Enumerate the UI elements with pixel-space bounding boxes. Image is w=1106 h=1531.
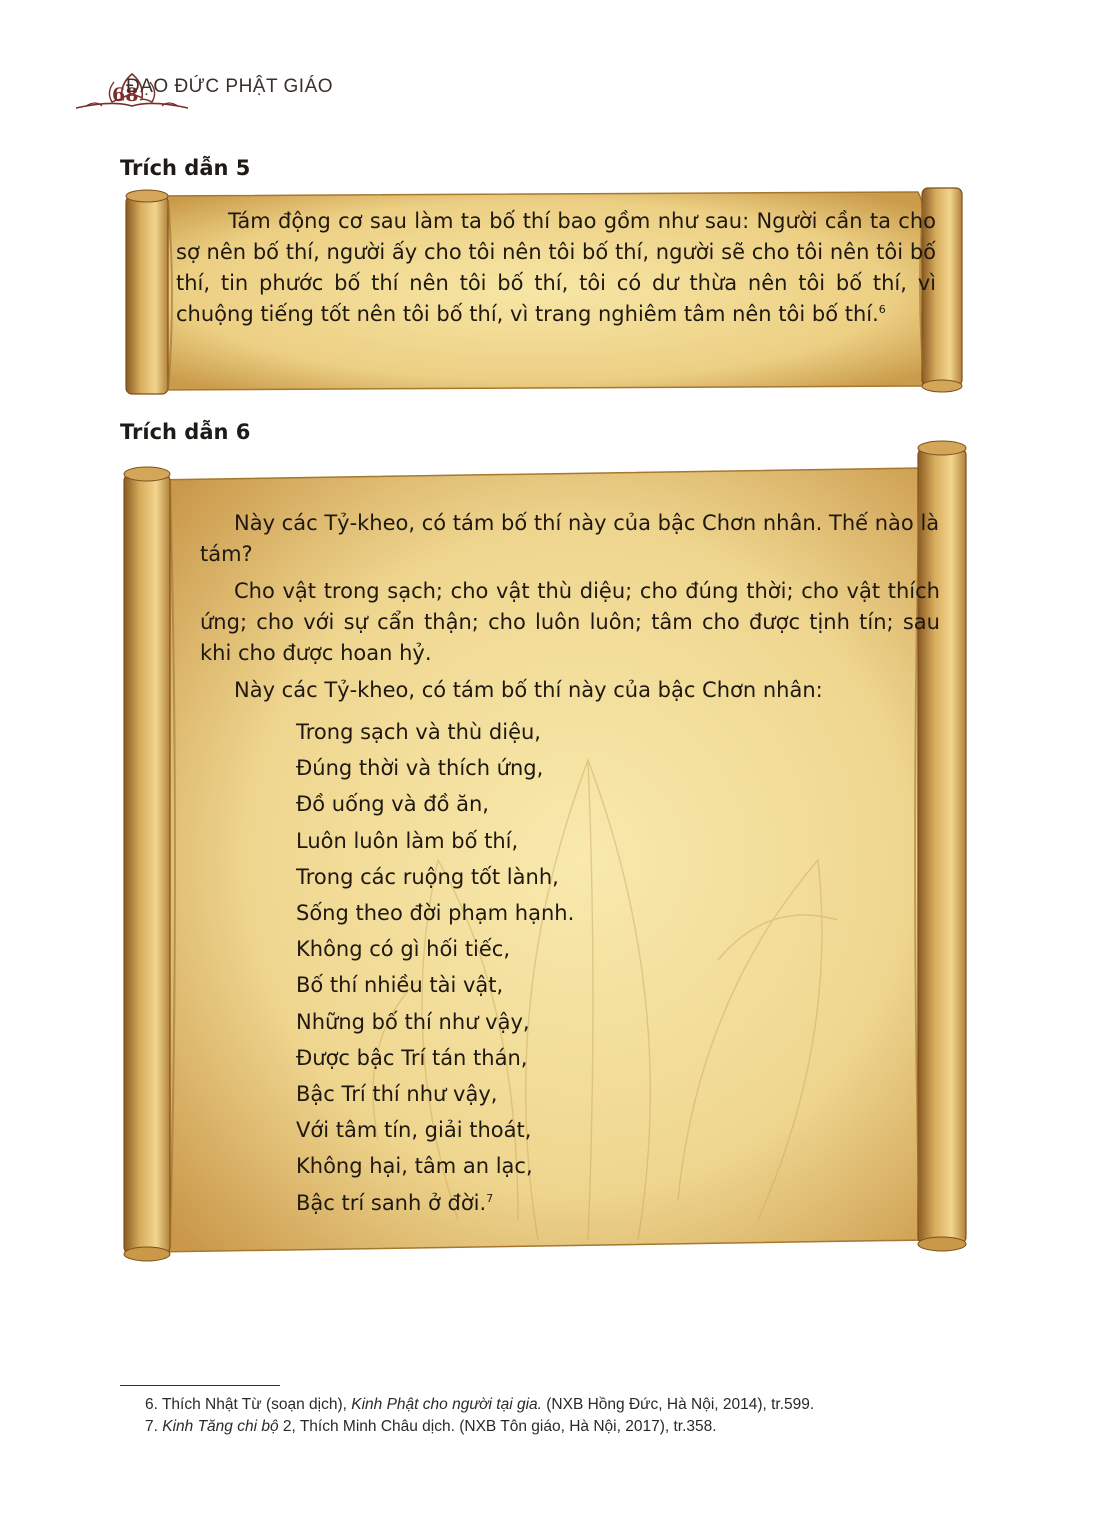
quote-6-paragraph-1: Này các Tỷ-kheo, có tám bố thí này của bậc Chơn nhân. Thế nào là tám? — [200, 511, 940, 566]
quote-6-paragraph-2: Cho vật trong sạch; cho vật thù diệu; cho đúng thời; cho vật thích ứng; cho với sự cẩn thận; cho luôn luôn; tâm cho được tịnh tín; sau khi cho được hoan hỷ. — [200, 579, 940, 665]
footnote-7: 7. Kinh Tăng chi bộ 2, Thích Minh Châu dịch. (NXB Tôn giáo, Hà Nội, 2017), tr.358. — [145, 1418, 717, 1435]
verse-line: Những bố thí như vậy, — [296, 1009, 530, 1034]
verse-line: Trong sạch và thù diệu, — [296, 720, 541, 744]
verse-line: Không hại, tâm an lạc, — [296, 1154, 533, 1179]
quote-5-scroll — [118, 186, 978, 398]
verse-line: Với tâm tín, giải thoát, — [296, 1118, 532, 1143]
quote-5-heading: Trích dẫn 5 — [120, 156, 251, 180]
verse-line: Được bậc Trí tán thán, — [296, 1045, 528, 1070]
footnote-6: 6. Thích Nhật Từ (soạn dịch), Kinh Phật cho người tại gia. (NXB Hồng Đức, Hà Nội, 2014), tr.599. — [145, 1396, 815, 1413]
verse-line: Sống theo đời phạm hạnh. — [296, 901, 575, 926]
quote-6-scroll — [118, 440, 988, 1270]
quote-6-paragraph-3: Này các Tỷ-kheo, có tám bố thí này của bậc Chơn nhân: — [234, 678, 823, 702]
verse-line: Bậc Trí thí như vậy, — [296, 1082, 498, 1107]
verse-line: Đúng thời và thích ứng, — [296, 756, 544, 781]
quote-6-heading: Trích dẫn 6 — [120, 420, 251, 444]
running-title: ĐẠO ĐỨC PHẬT GIÁO — [126, 76, 334, 97]
quote-5-text: Tám động cơ sau làm ta bố thí bao gồm như sau: Người cần ta cho sợ nên bố thí, người ấy cho tôi nên tôi bố thí, người sẽ cho tôi nên tôi bố thí, tin phước bố thí nên tôi bố thí, tôi có dư thừa nên tôi bố thí, vì chuộng tiếng tốt nên tôi bố thí, vì trang nghiêm tâm nên tôi bố thí.$^6$ — [176, 209, 936, 326]
verse-line: Luôn luôn làm bố thí, — [296, 828, 519, 853]
footnote-ref-6: 6 — [878, 303, 886, 316]
quote-6-verse — [296, 714, 940, 1221]
footnote-rule — [120, 1385, 280, 1386]
footnotes — [145, 1394, 1025, 1438]
verse-line: Không có gì hối tiếc, — [296, 937, 511, 962]
verse-line: Trong các ruộng tốt lành, — [296, 864, 559, 889]
page-number: 68 — [112, 84, 139, 106]
footnote-ref-7: 7 — [486, 1191, 494, 1205]
verse-line: Bố thí nhiều tài vật, — [296, 973, 504, 998]
verse-line: Bậc trí sanh ở đời.$^7$ — [296, 1190, 494, 1215]
verse-line: Đồ uống và đồ ăn, — [296, 792, 489, 817]
